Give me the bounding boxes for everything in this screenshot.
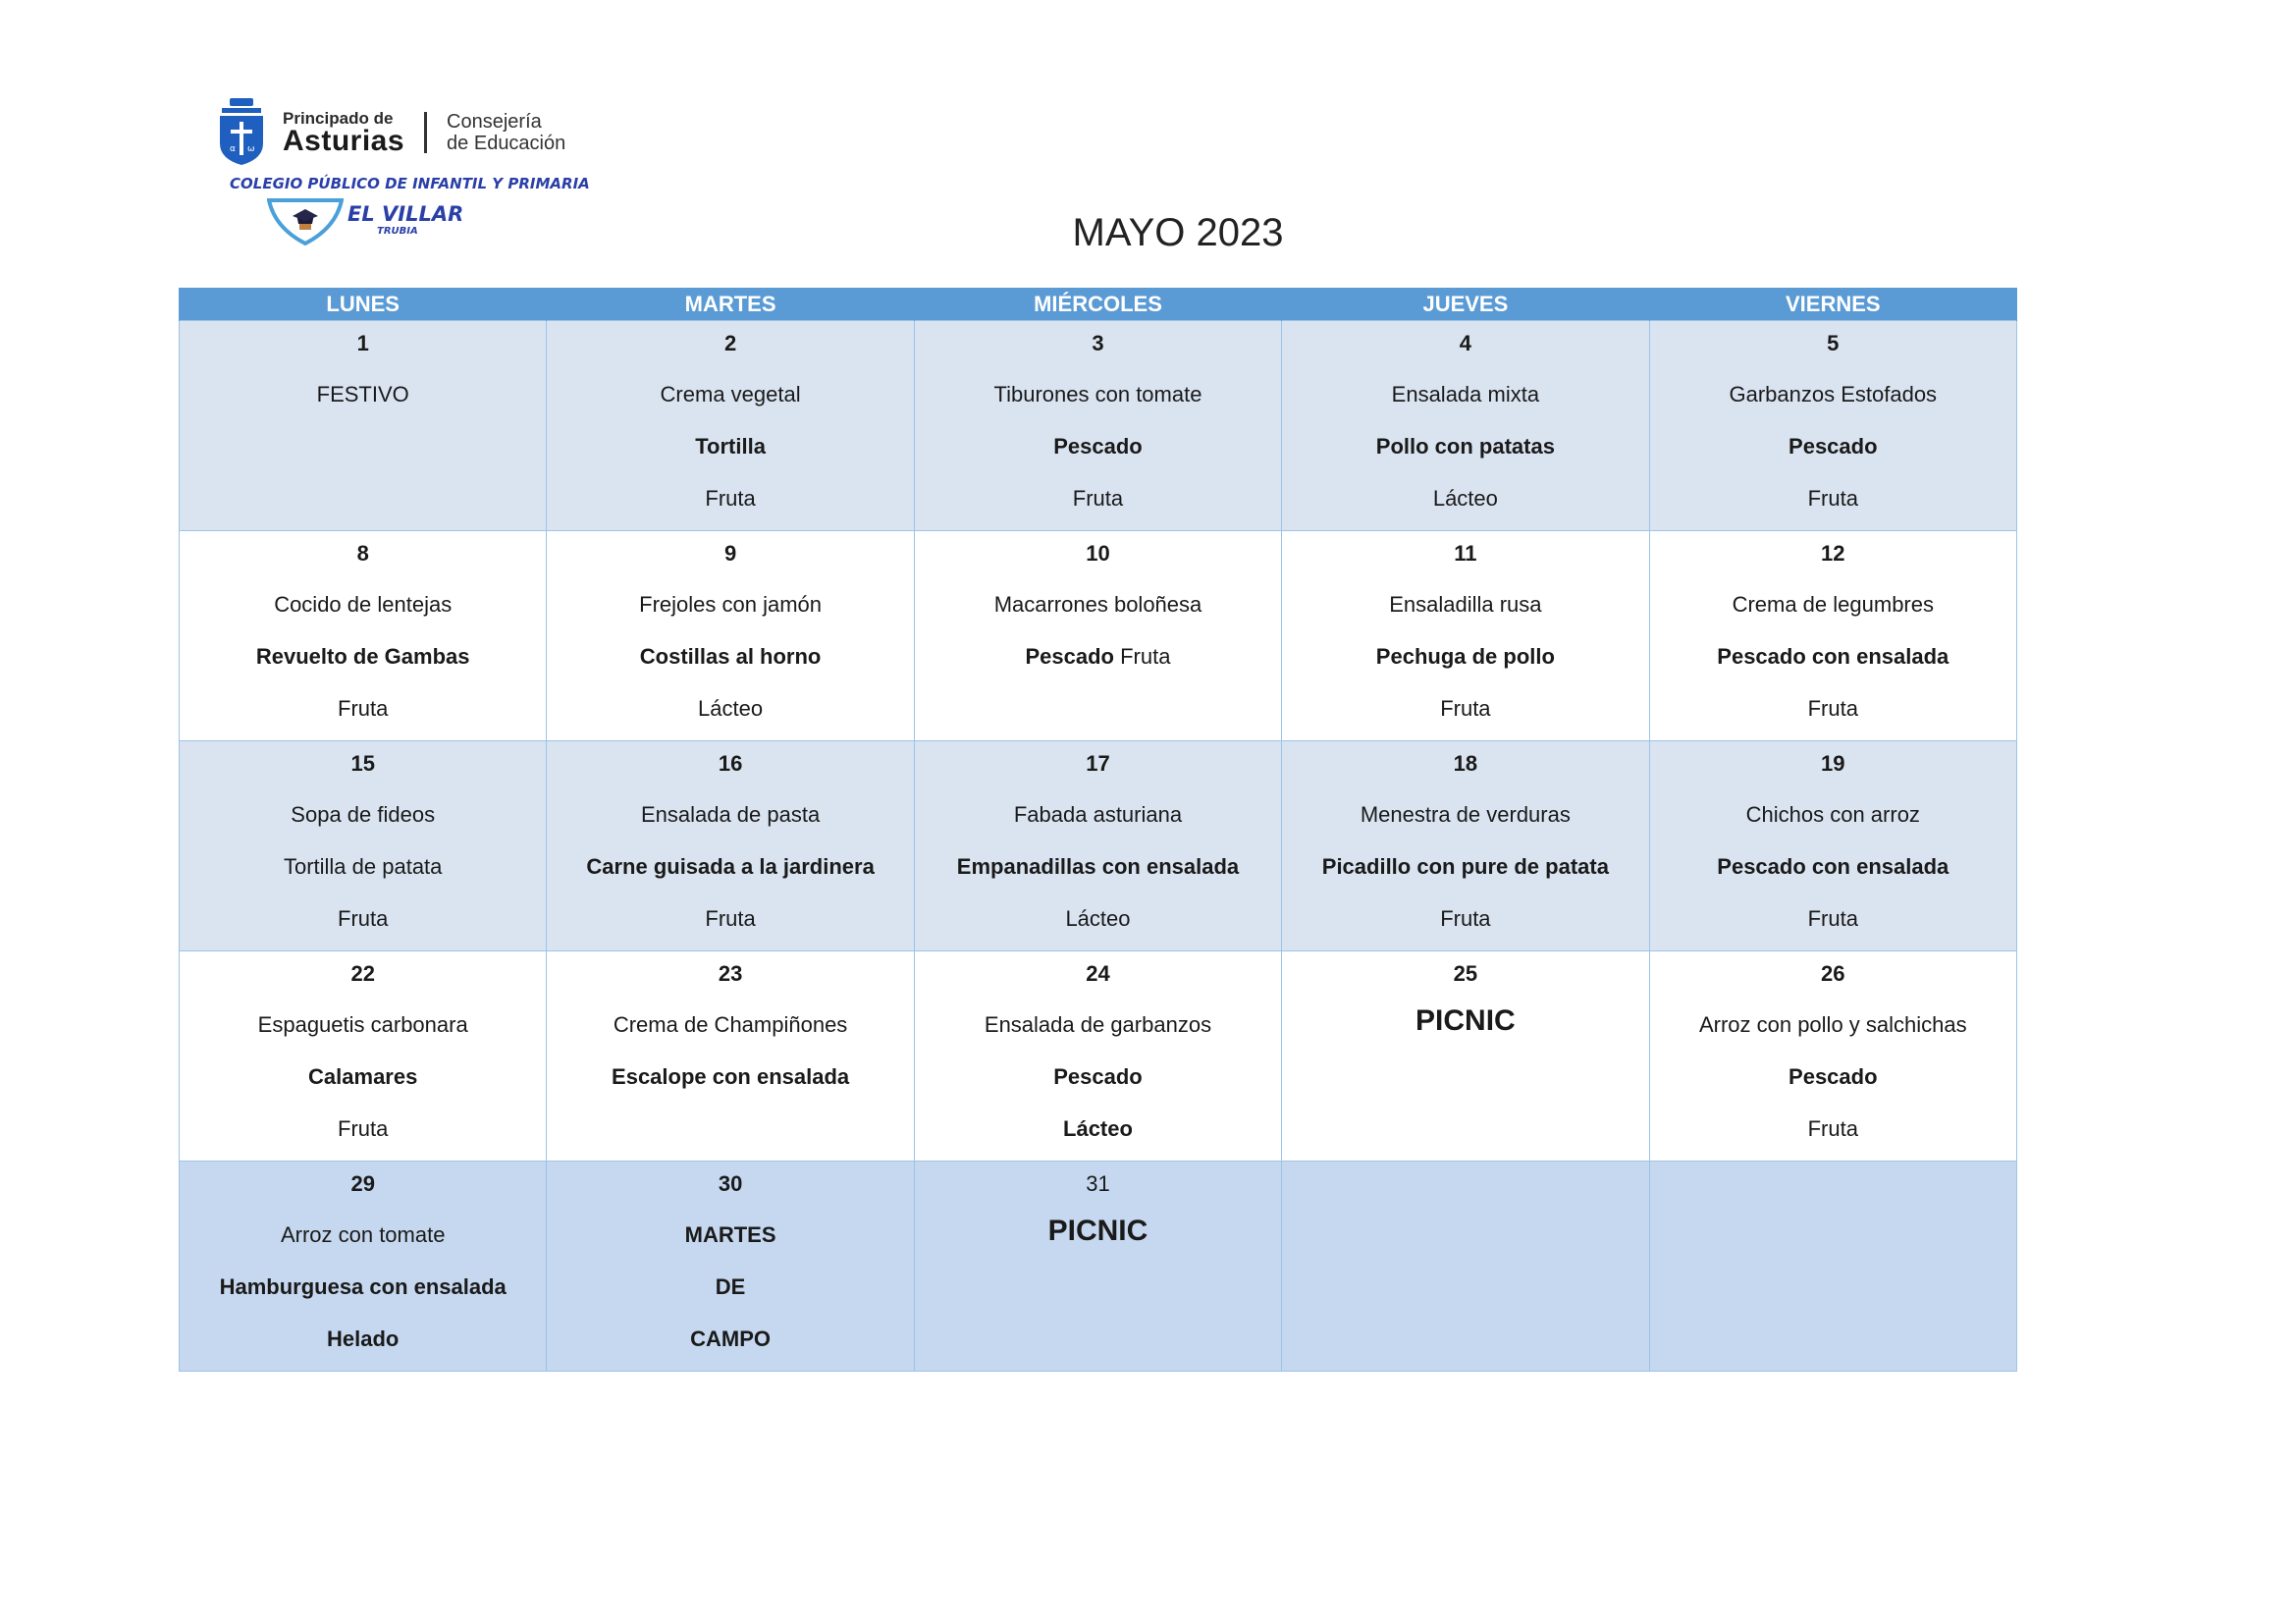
dish-first: Garbanzos Estofados <box>1729 382 1938 406</box>
dish-first: Arroz con tomate <box>280 1222 446 1247</box>
day-cell <box>914 951 1281 1162</box>
dish-second: Pechuga de pollo <box>1375 644 1555 669</box>
col-header-martes: MARTES <box>547 288 914 321</box>
page-title: MAYO 2023 <box>1072 211 1284 254</box>
menu-table <box>179 288 2017 1372</box>
dessert: Fruta <box>338 906 389 931</box>
picnic-label: PICNIC <box>1047 1215 1148 1247</box>
dish-first: Ensaladilla rusa <box>1389 592 1542 617</box>
org-label-small: Principado de <box>283 108 394 128</box>
day-cell <box>1282 321 1649 531</box>
dish-second: Pescado <box>1025 644 1114 669</box>
week-row-5 <box>180 1162 2017 1372</box>
day-cell <box>1282 951 1649 1162</box>
dessert: Fruta <box>1807 486 1858 511</box>
dessert: Fruta <box>705 906 756 931</box>
dish-second: Calamares <box>308 1064 418 1089</box>
day-number: 30 <box>718 1171 743 1196</box>
day-cell <box>1649 951 2016 1162</box>
col-header-lunes: LUNES <box>180 288 547 321</box>
dessert: Fruta <box>1807 1116 1858 1141</box>
day-number: 22 <box>350 961 375 986</box>
day-cell <box>914 531 1281 741</box>
dish-second: Tortilla <box>695 434 766 459</box>
event-line-2: DE <box>715 1274 746 1299</box>
day-cell <box>914 741 1281 951</box>
day-number: 8 <box>356 541 369 566</box>
event-line-1: MARTES <box>684 1222 776 1247</box>
week-row-3 <box>180 741 2017 951</box>
dish-second: Revuelto de Gambas <box>255 644 470 669</box>
day-number: 18 <box>1453 751 1478 776</box>
day-cell <box>547 531 914 741</box>
day-number: 29 <box>350 1171 375 1196</box>
dish-first: Crema de legumbres <box>1732 592 1934 617</box>
day-cell <box>914 321 1281 531</box>
dish-second: Pescado con ensalada <box>1717 854 1949 879</box>
dish-first: Fabada asturiana <box>1013 802 1183 827</box>
dish-first: Macarrones boloñesa <box>993 592 1202 617</box>
dish-first: Espaguetis carbonara <box>257 1012 468 1037</box>
empty-cell <box>1282 1162 1649 1372</box>
dish-first: Frejoles con jamón <box>639 592 823 617</box>
day-number: 17 <box>1086 751 1110 776</box>
dish-first: FESTIVO <box>316 382 409 406</box>
empty-cell <box>1649 1162 2016 1372</box>
dessert: Lácteo <box>1063 1116 1133 1141</box>
dish-second: Pescado <box>1789 1064 1878 1089</box>
day-number: 19 <box>1821 751 1845 776</box>
day-cell <box>180 1162 547 1372</box>
day-number: 1 <box>356 331 369 355</box>
col-header-miercoles: MIÉRCOLES <box>914 288 1281 321</box>
week-row-2 <box>180 531 2017 741</box>
event-line-3: CAMPO <box>690 1326 772 1351</box>
dish-first: Ensalada de pasta <box>640 802 821 827</box>
week-row-4 <box>180 951 2017 1162</box>
dessert: Fruta <box>1440 696 1491 721</box>
dish-first: Cocido de lentejas <box>274 592 453 617</box>
dish-first: Crema de Champiñones <box>613 1012 848 1037</box>
day-cell <box>180 951 547 1162</box>
day-cell <box>914 1162 1281 1372</box>
col-header-viernes: VIERNES <box>1649 288 2016 321</box>
day-cell <box>1649 321 2016 531</box>
dish-first: Ensalada mixta <box>1391 382 1540 406</box>
day-cell <box>180 321 547 531</box>
day-number: 10 <box>1086 541 1110 566</box>
dessert: Lácteo <box>1065 906 1131 931</box>
day-number: 3 <box>1092 331 1104 355</box>
day-number: 5 <box>1827 331 1840 355</box>
week-row-1 <box>180 321 2017 531</box>
dish-second: Pollo con patatas <box>1375 434 1555 459</box>
dish-second: Empanadillas con ensalada <box>956 854 1240 879</box>
dish-second: Escalope con ensalada <box>612 1064 850 1089</box>
logo-divider <box>424 112 427 153</box>
dish-first: Arroz con pollo y salchichas <box>1698 1012 1967 1037</box>
dish-second: Pescado <box>1789 434 1878 459</box>
dish-first: Chichos con arroz <box>1745 802 1920 827</box>
day-cell <box>1649 531 2016 741</box>
dish-second: Pescado <box>1053 1064 1143 1089</box>
dish-second: Costillas al horno <box>639 644 822 669</box>
dish-first: Tiburones con tomate <box>993 382 1202 406</box>
day-cell <box>547 1162 914 1372</box>
col-header-jueves: JUEVES <box>1282 288 1649 321</box>
school-town: TRUBIA <box>377 226 418 238</box>
dish-second: Carne guisada a la jardinera <box>586 854 875 879</box>
dessert: Fruta <box>338 1116 389 1141</box>
day-cell <box>180 531 547 741</box>
dish-first: Menestra de verduras <box>1360 802 1571 827</box>
svg-text:ω: ω <box>247 144 255 154</box>
dish-first: Crema vegetal <box>660 382 801 406</box>
day-number: 4 <box>1459 331 1471 355</box>
dessert: Fruta <box>1807 906 1858 931</box>
dessert: Fruta <box>1113 644 1171 669</box>
dessert: Fruta <box>705 486 756 511</box>
day-number: 26 <box>1821 961 1845 986</box>
day-number: 16 <box>718 751 743 776</box>
school-name: EL VILLAR <box>347 201 464 226</box>
day-number: 11 <box>1454 541 1477 566</box>
day-number: 9 <box>723 541 737 566</box>
dessert: Fruta <box>1807 696 1858 721</box>
weekday-header-row <box>180 288 2017 321</box>
dish-second: Pescado <box>1053 434 1143 459</box>
day-number: 25 <box>1453 961 1478 986</box>
day-cell <box>180 741 547 951</box>
dish-first: Sopa de fideos <box>291 802 436 827</box>
school-type-label: COLEGIO PÚBLICO DE INFANTIL Y PRIMARIA <box>230 175 590 192</box>
day-cell <box>547 951 914 1162</box>
day-cell <box>1282 531 1649 741</box>
dessert: Helado <box>327 1326 400 1351</box>
dessert: Fruta <box>1072 486 1124 511</box>
org-label-big: Asturias <box>283 124 405 157</box>
day-number: 31 <box>1086 1171 1110 1196</box>
day-cell <box>547 321 914 531</box>
dish-second: Pescado con ensalada <box>1717 644 1949 669</box>
day-number: 15 <box>350 751 375 776</box>
day-number: 23 <box>718 961 743 986</box>
principado-logo <box>216 98 648 167</box>
dish-second-line <box>915 630 1281 682</box>
day-number: 2 <box>723 331 737 355</box>
dessert: Lácteo <box>698 696 764 721</box>
day-cell <box>1282 741 1649 951</box>
dessert: Lácteo <box>1432 486 1498 511</box>
dish-first: Ensalada de garbanzos <box>984 1012 1212 1037</box>
dish-second: Hamburguesa con ensalada <box>219 1274 507 1299</box>
dessert: Fruta <box>338 696 389 721</box>
dept-label-line2: de Educación <box>447 133 566 154</box>
dept-label-line1: Consejería <box>447 111 542 133</box>
day-cell <box>547 741 914 951</box>
picnic-label: PICNIC <box>1415 1004 1516 1037</box>
dish-second: Picadillo con pure de patata <box>1321 854 1609 879</box>
dessert: Fruta <box>1440 906 1491 931</box>
day-number: 12 <box>1821 541 1845 566</box>
dish-second: Tortilla de patata <box>283 854 443 879</box>
day-number: 24 <box>1086 961 1110 986</box>
day-cell <box>1649 741 2016 951</box>
asturias-coat-of-arms-icon <box>216 98 267 167</box>
svg-text:α: α <box>230 144 236 154</box>
